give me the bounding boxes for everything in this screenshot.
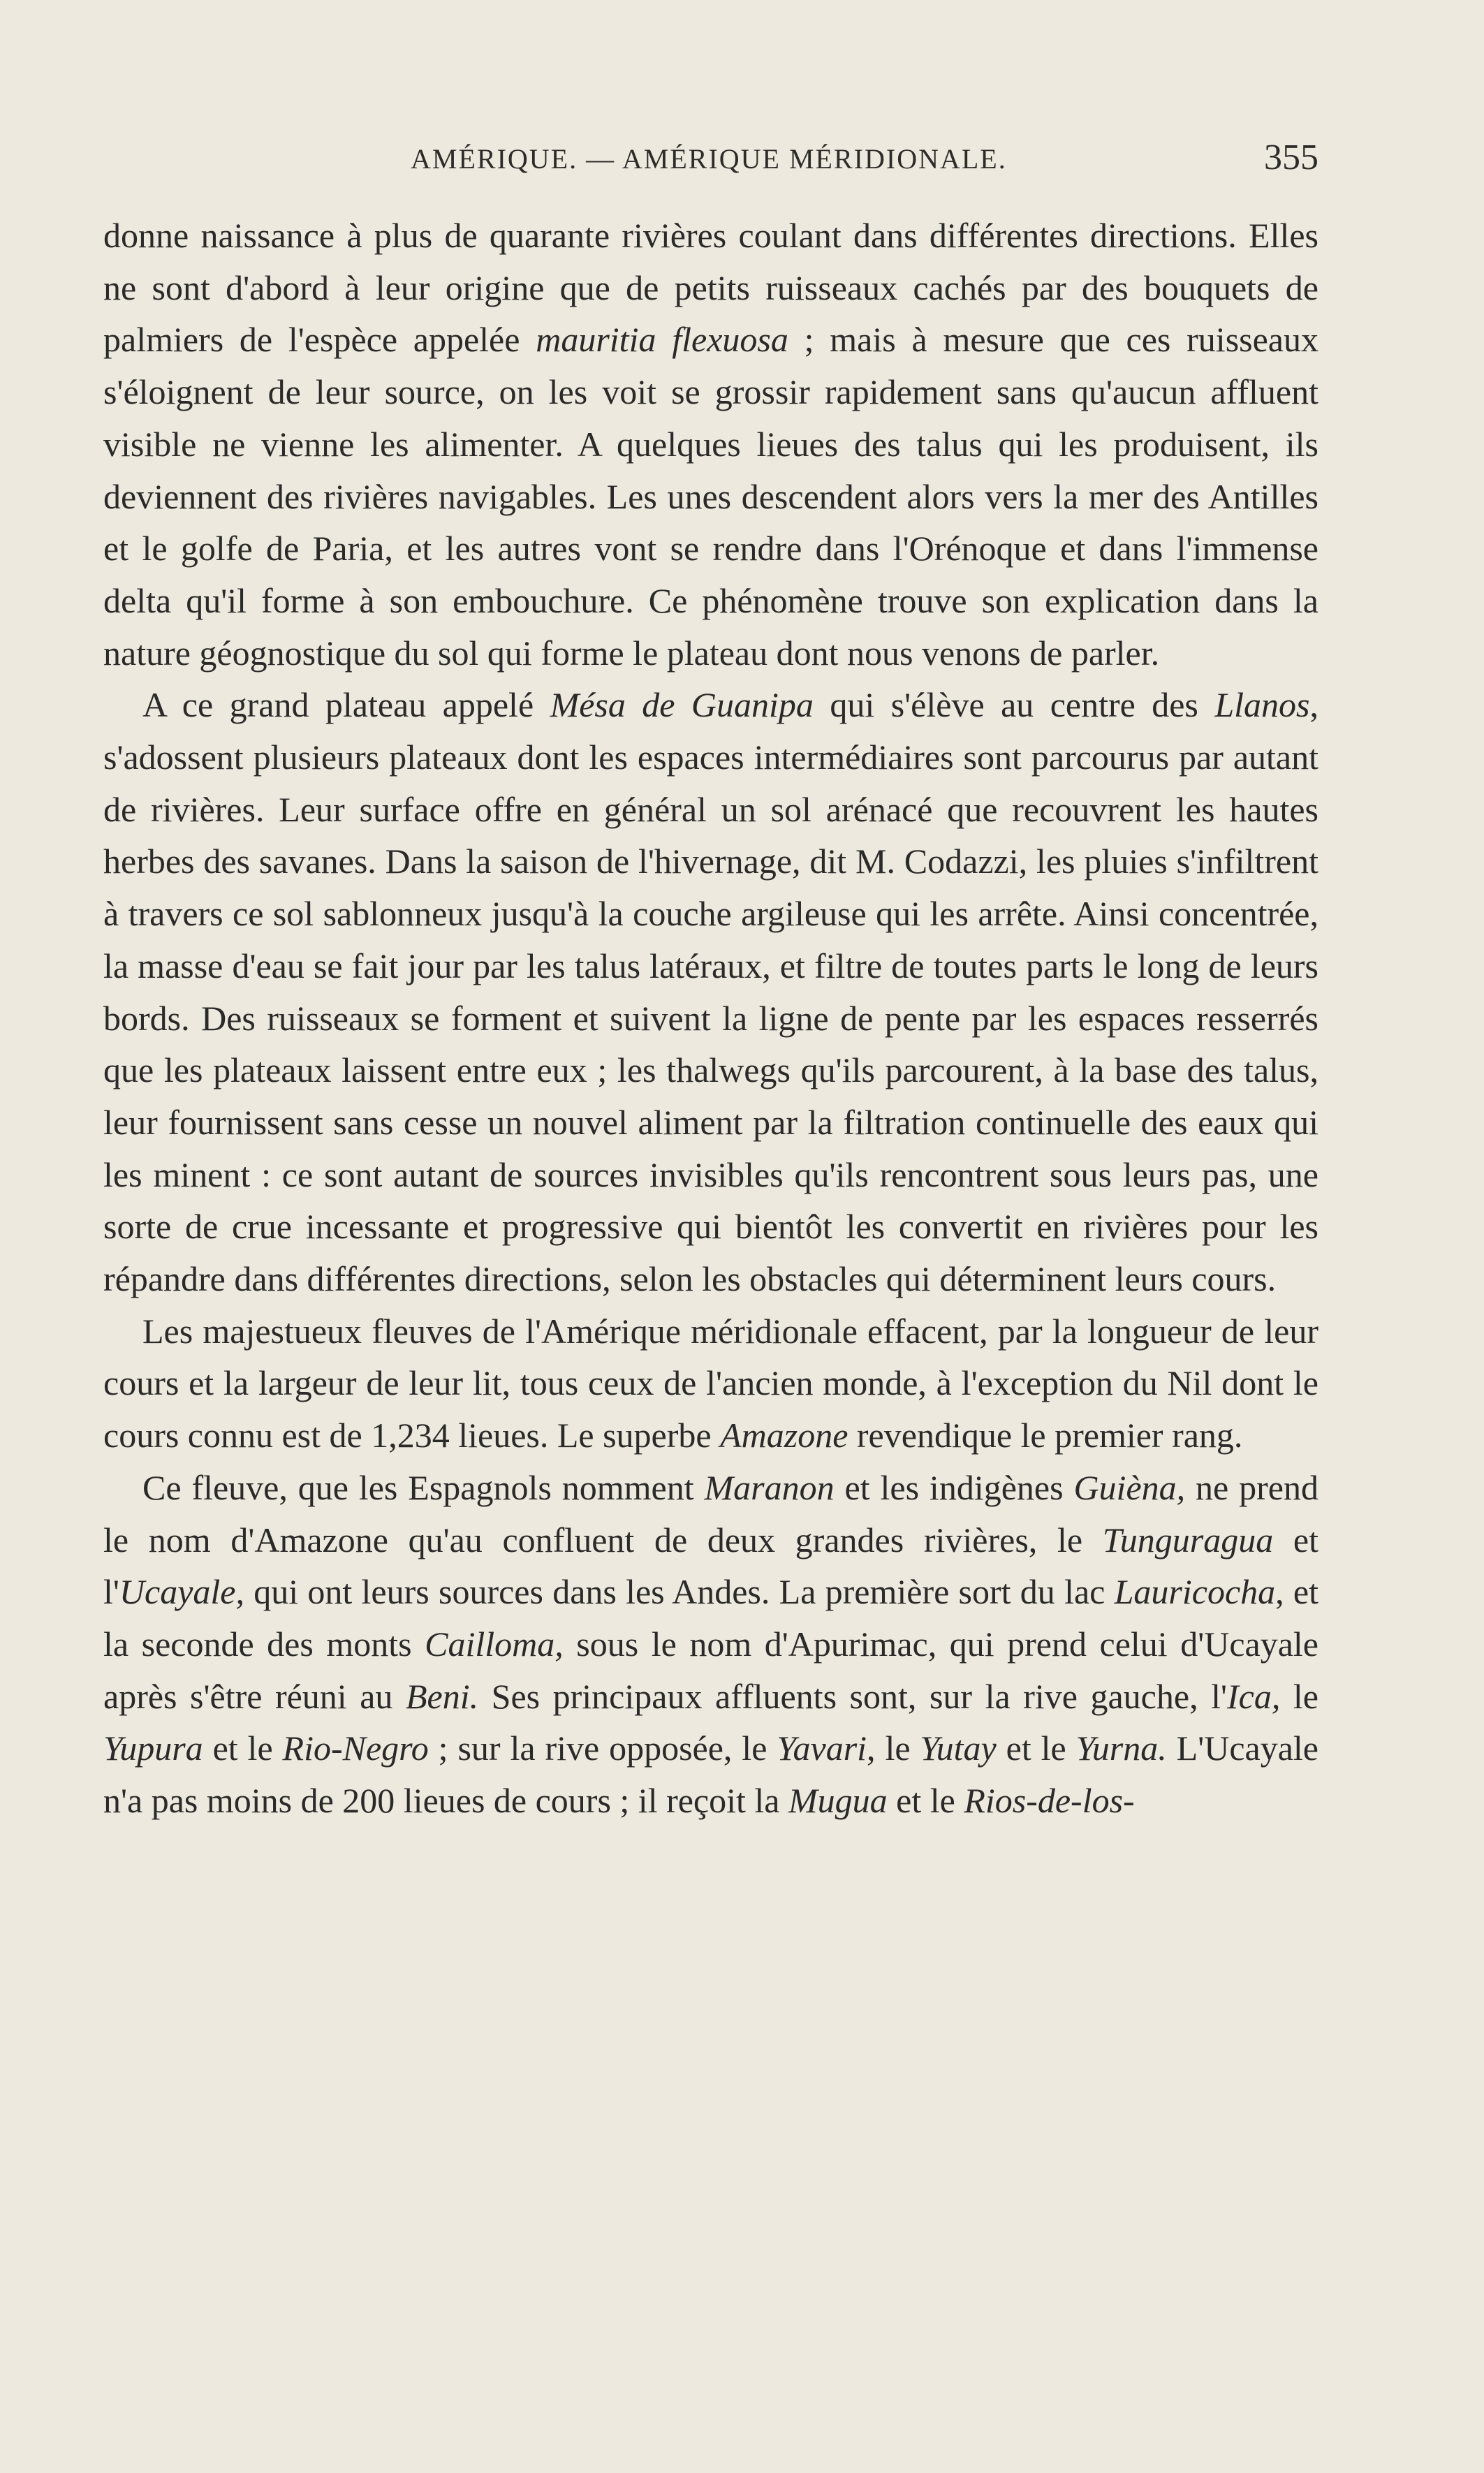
text-run: Les majestueux fleuves de l'Amérique méridionale effacent, par la longueur de leur cours et la largeur de leur lit, tous ceux de l'ancien monde, à l'exception du Nil dont le cours connu est de 1,234 lieues. Le superbe xyxy=(103,1311,1318,1455)
paragraph xyxy=(103,1305,1318,1462)
text-run: donne naissance à plus de quarante rivières coulant dans différentes directions. Elles ne sont d'abord à leur origine que de petits ruisseaux cachés par des bouquets de palmiers de l'espèce appelée xyxy=(103,216,1318,360)
text-run: L'Ucayale n'a pas moins de 200 lieues de cours ; il reçoit la xyxy=(103,1729,1318,1821)
text-run: ; mais à mesure que ces ruisseaux s'éloignent de leur source, on les voit se grossir rapidement sans qu'aucun affluent visible ne vienne les alimenter. A quelques lieues des talus qui les produisent, ils deviennent des rivières navigables. Les unes descendent alors vers la mer des Antilles et le golfe de Paria, et les autres vont se rendre dans l'Orénoque et dans l'immense delta qu'il forme à son embouchure. Ce phénomène trouve son explication dans la nature géognostique du sol qui forme le plateau dont nous venons de parler. xyxy=(103,320,1318,673)
italic-term: Mésa de Guanipa xyxy=(550,685,814,725)
running-title: AMÉRIQUE. — AMÉRIQUE MÉRIDIONALE. xyxy=(411,143,1007,175)
text-run: ; sur la rive opposée, le xyxy=(428,1729,777,1768)
paragraph xyxy=(103,679,1318,1305)
italic-term: Ica, xyxy=(1227,1676,1281,1716)
italic-term: Yutay xyxy=(920,1729,997,1768)
text-run: Ce fleuve, que les Espagnols nomment xyxy=(142,1467,705,1507)
text-run: qui s'élève au centre des xyxy=(813,685,1215,725)
italic-term: Beni. xyxy=(405,1676,479,1716)
italic-term: Cailloma, xyxy=(425,1624,564,1664)
text-run: et le xyxy=(887,1781,964,1821)
text-run: Ses principaux affluents sont, sur la rive gauche, l' xyxy=(478,1676,1228,1716)
page-header xyxy=(103,138,1318,184)
page-number: 355 xyxy=(1264,138,1318,177)
text-run: et le xyxy=(203,1729,283,1768)
text-run: , s'adossent plusieurs plateaux dont les espaces intermédiaires sont parcourus par autant de rivières. Leur surface offre en général un sol arénacé que recouvrent les hautes herbes des savanes. Dans la saison de l'hivernage, dit M. Codazzi, les pluies s'infiltrent à travers ce sol sablonneux jusqu'à la couche argileuse qui les arrête. Ainsi concentrée, la masse d'eau se fait jour par les talus latéraux, et filtre de toutes parts le long de leurs bords. Des ruisseaux se forment et suivent la ligne de pente par les espaces resserrés que les plateaux laissent entre eux ; les thalwegs qu'ils parcourent, à la base des talus, leur fournissent sans cesse un nouvel aliment par la filtration continuelle des eaux qui les minent : ce sont autant de sources invisibles qu'ils rencontrent sous leurs pas, une sorte de crue incessante et progressive qui bientôt les convertit en rivières pour les répandre dans différentes directions, selon les obstacles qui déterminent leurs cours. xyxy=(103,685,1318,1299)
paragraph xyxy=(103,1462,1318,1827)
italic-term: Lauricocha xyxy=(1114,1572,1276,1612)
text-run: et les indigènes xyxy=(834,1467,1074,1507)
text-run: ne prend le nom d'Amazone qu'au confluent de deux grandes rivières, le xyxy=(103,1467,1318,1560)
body-text xyxy=(103,210,1318,1827)
text-run: qui ont leurs sources dans les Andes. La première sort du lac xyxy=(244,1572,1115,1612)
italic-term: Ucayale, xyxy=(119,1572,244,1612)
text-run: le xyxy=(1280,1676,1318,1716)
italic-term: Tunguragua xyxy=(1102,1520,1274,1560)
text-run: et le xyxy=(996,1729,1076,1768)
italic-term: Guièna, xyxy=(1073,1467,1186,1507)
text-run: et l' xyxy=(103,1520,1318,1612)
italic-term: Yurna. xyxy=(1075,1729,1167,1768)
text-run: , le xyxy=(867,1729,920,1768)
text-run: , et la seconde des monts xyxy=(103,1572,1318,1664)
italic-term: mauritia flexuosa xyxy=(536,320,788,360)
italic-term: Maranon xyxy=(704,1467,835,1507)
text-run: sous le nom d'Apurimac, qui prend celui d'Ucayale après s'être réuni au xyxy=(103,1624,1318,1716)
italic-term: Yavari xyxy=(777,1729,867,1768)
italic-term: Llanos xyxy=(1214,685,1310,725)
text-run: revendique le premier rang. xyxy=(848,1416,1243,1455)
text-run: A ce grand plateau appelé xyxy=(142,685,550,725)
italic-term: Amazone xyxy=(720,1416,848,1455)
italic-term: Rio-Negro xyxy=(282,1729,429,1768)
italic-term: Mugua xyxy=(788,1781,888,1821)
paragraph xyxy=(103,210,1318,679)
italic-term: Rios-de-los- xyxy=(964,1781,1135,1821)
italic-term: Yupura xyxy=(103,1729,203,1768)
